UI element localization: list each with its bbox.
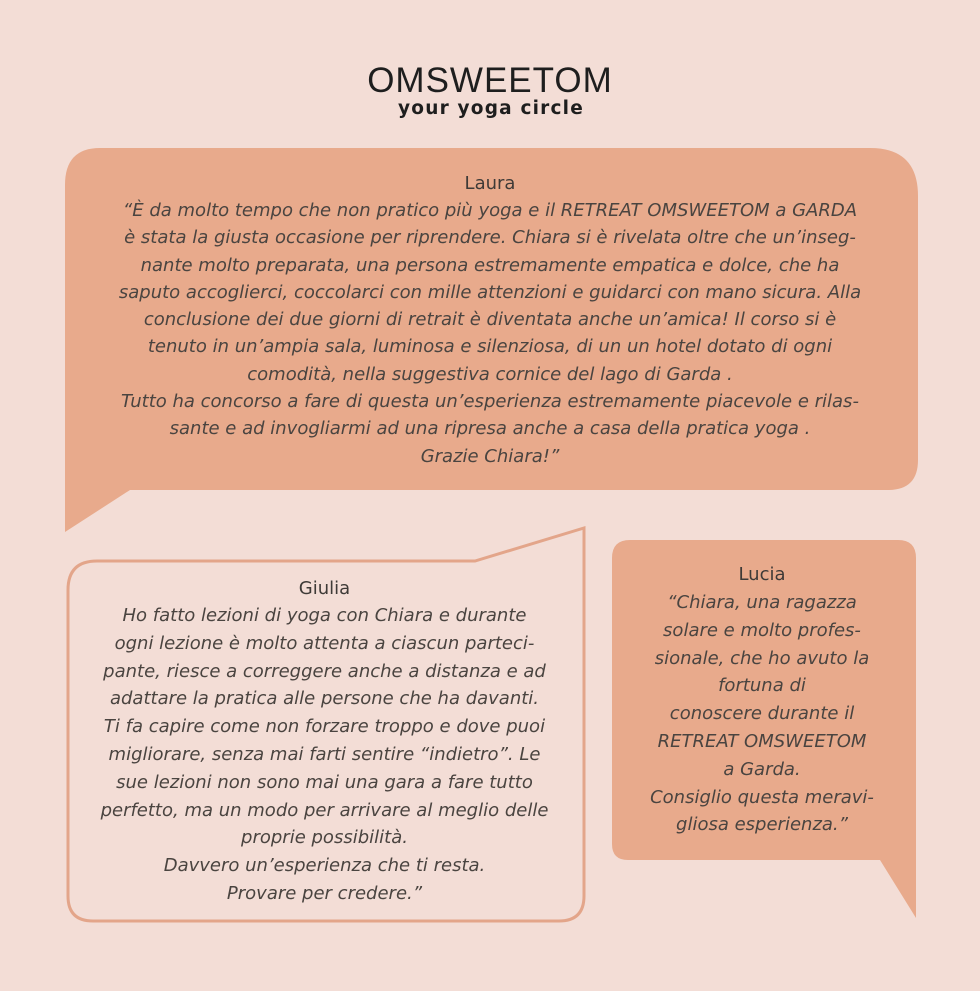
testimonial-giulia — [72, 575, 577, 908]
author-name: Lucia — [738, 564, 786, 585]
testimonial-text: “Chiara, una ragazza solare e molto profes- sionale, che ho avuto la fortuna di conoscere durante il RETREAT OMSWEETOM a Garda. Consiglio questa meravi- gliosa esperienza.” — [650, 592, 874, 836]
testimonial-text: Ho fatto lezioni di yoga con Chiara e durante ogni lezione è molto attenta a ciascun parteci- pante, riesce a correggere anche a distanza e ad adattare la pratica alle persone che ha davanti. Ti fa capire come non forzare troppo e dove puoi migliorare, senza mai farti sentire “indietro”. Le sue lezioni non sono mai una gara a fare tutto perfetto, ma un modo per arrivare al meglio delle proprie possibilità. Davvero un’esperienza che ti resta. Provare per credere.” — [100, 605, 549, 904]
brand-title: OMSWEETOM — [367, 61, 613, 100]
testimonial-laura — [70, 170, 910, 470]
testimonial-lucia — [612, 561, 912, 839]
author-name: Giulia — [298, 578, 351, 599]
testimonial-text: “È da molto tempo che non pratico più yoga e il RETREAT OMSWEETOM a GARDA è stata la giusta occasione per riprendere. Chiara si è rivelata oltre che un’inseg- nante molto preparata, una persona estremamente empatica e dolce, che ha saputo accoglierci, coccolarci con mille attenzioni e guidarci con mano sicura. Alla conclusione dei due giorni di retrait è diventata anche un’amica! Il corso si è tenuto in un’ampia sala, luminosa e silenziosa, di un un hotel dotato di ogni comodità, nella suggestiva cornice del lago di Garda . Tutto ha concorso a fare di questa un’esperienza estremamente piacevole e rilas- sante e ad invogliarmi ad una ripresa anche a casa della pratica yoga . Grazie Chiara!” — [118, 200, 862, 467]
brand-tagline: your yoga circle — [398, 98, 584, 119]
author-name: Laura — [464, 173, 516, 194]
